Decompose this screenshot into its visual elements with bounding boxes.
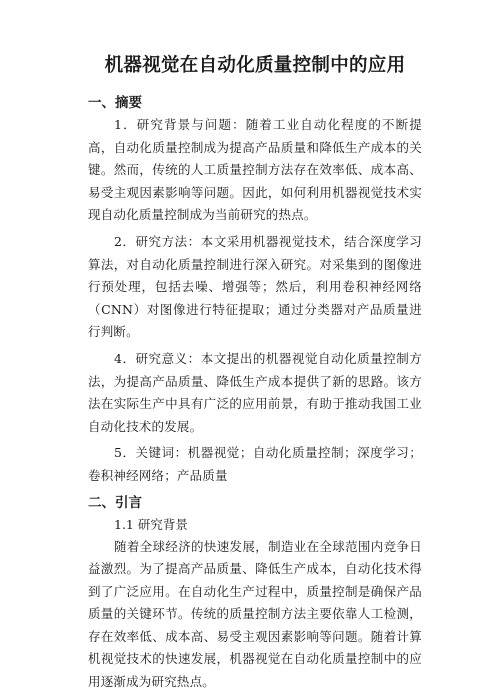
abstract-paragraph-keywords: 5．关键词：机器视觉；自动化质量控制；深度学习；卷积神经网络；产品质量 — [88, 445, 422, 483]
abstract-paragraph-method: 2．研究方法：本文采用机器视觉技术，结合深度学习算法，对自动化质量控制进行深入研究。对采集到的图像进行预处理，包括去噪、增强等；然后，利用卷积神经网络（CNN）对图像进行特征提取；通过分类器对产品质量进行判断。 — [88, 233, 422, 340]
abstract-paragraph-background: 1．研究背景与问题：随着工业自动化程度的不断提高，自动化质量控制成为提高产品质量和降低生产成本的关键。然而，传统的人工质量控制方法存在效率低、成本高、易受主观因素影响等问题。因此，如何利用机器视觉技术实现自动化质量控制成为当前研究的热点。 — [88, 117, 422, 223]
document-title: 机器视觉在自动化质量控制中的应用 — [104, 55, 406, 76]
subsection-heading-background: 1.1 研究背景 — [114, 516, 188, 532]
section-heading-abstract: 一、摘要 — [88, 95, 142, 111]
introduction-paragraph: 随着全球经济的快速发展，制造业在全球范围内竞争日益激烈。为了提高产品质量、降低生产成本，自动化技术得到了广泛应用。在自动化生产过程中，质量控制是确保产品质量的关键环节。传统的质量控制方法主要依靠人工检测，存在效率低、成本高、易受主观因素影响等问题。随着计算机视觉技术的快速发展，机器视觉在自动化质量控制中的应用逐渐成为研究热点。 — [88, 538, 422, 690]
abstract-paragraph-significance: 4．研究意义：本文提出的机器视觉自动化质量控制方法，为提高产品质量、降低生产成本提供了新的思路。该方法在实际生产中具有广泛的应用前景，有助于推动我国工业自动化技术的发展。 — [88, 350, 422, 434]
section-heading-introduction: 二、引言 — [88, 494, 142, 511]
